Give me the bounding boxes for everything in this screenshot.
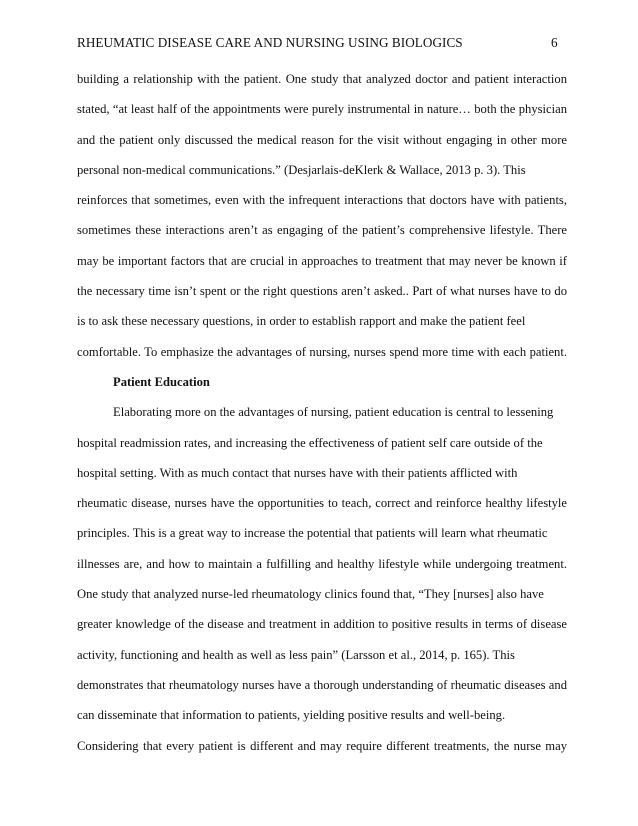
paragraph-line: illnesses are, and how to maintain a fulfilling and healthy lifestyle while undergoing treatment.	[77, 556, 567, 571]
paragraph-line: and the patient only discussed the medical reason for the visit without engaging in other more	[77, 132, 567, 147]
running-head: RHEUMATIC DISEASE CARE AND NURSING USING BIOLOGICS	[77, 35, 463, 50]
body-text	[77, 70, 567, 767]
paragraph-line: Elaborating more on the advantages of nursing, patient education is central to lessening	[113, 405, 554, 420]
paragraph-line: personal non-medical communications.” (Desjarlais-deKlerk & Wallace, 2013 p. 3). This	[77, 162, 526, 177]
paragraph-line: may be important factors that are crucial in approaches to treatment that may never be known if	[77, 253, 567, 268]
paragraph-line: stated, “at least half of the appointments were purely instrumental in nature… both the physician	[77, 102, 567, 117]
paragraph-line: the necessary time isn’t spent or the right questions aren’t asked.. Part of what nurses have to do	[77, 284, 567, 299]
page-number: 6	[551, 35, 558, 50]
paragraph-line: greater knowledge of the disease and treatment in addition to positive results in terms of disease	[77, 617, 567, 632]
section-heading: Patient Education	[113, 374, 210, 389]
paragraph-line: building a relationship with the patient. One study that analyzed doctor and patient interaction	[77, 72, 567, 86]
paragraph-line: Considering that every patient is different and may require different treatments, the nurse may	[77, 738, 567, 753]
paragraph-line: is to ask these necessary questions, in order to establish rapport and make the patient feel	[77, 314, 526, 329]
paragraph-line: principles. This is a great way to increase the potential that patients will learn what rheumatic	[77, 526, 548, 541]
paragraph-line: sometimes these interactions aren’t as engaging of the patient’s comprehensive lifestyle. There	[77, 223, 567, 238]
paragraph-line: rheumatic disease, nurses have the opportunities to teach, correct and reinforce healthy lifestyle	[77, 496, 567, 511]
paragraph-line: can disseminate that information to patients, yielding positive results and well-being.	[77, 708, 506, 723]
paragraph-line: hospital readmission rates, and increasing the effectiveness of patient self care outside of the	[77, 435, 543, 450]
paragraph-line: comfortable. To emphasize the advantages of nursing, nurses spend more time with each patient.	[77, 344, 567, 359]
paragraph-line: One study that analyzed nurse-led rheumatology clinics found that, “They [nurses] also have	[77, 587, 544, 602]
paragraph-line: reinforces that sometimes, even with the infrequent interactions that doctors have with patients,	[77, 193, 567, 208]
paragraph-line: demonstrates that rheumatology nurses have a thorough understanding of rheumatic diseases and	[77, 677, 567, 692]
paragraph-line: activity, functioning and health as well as less pain” (Larsson et al., 2014, p. 165). This	[77, 647, 515, 662]
paragraph-line: hospital setting. With as much contact that nurses have with their patients afflicted with	[77, 465, 518, 480]
